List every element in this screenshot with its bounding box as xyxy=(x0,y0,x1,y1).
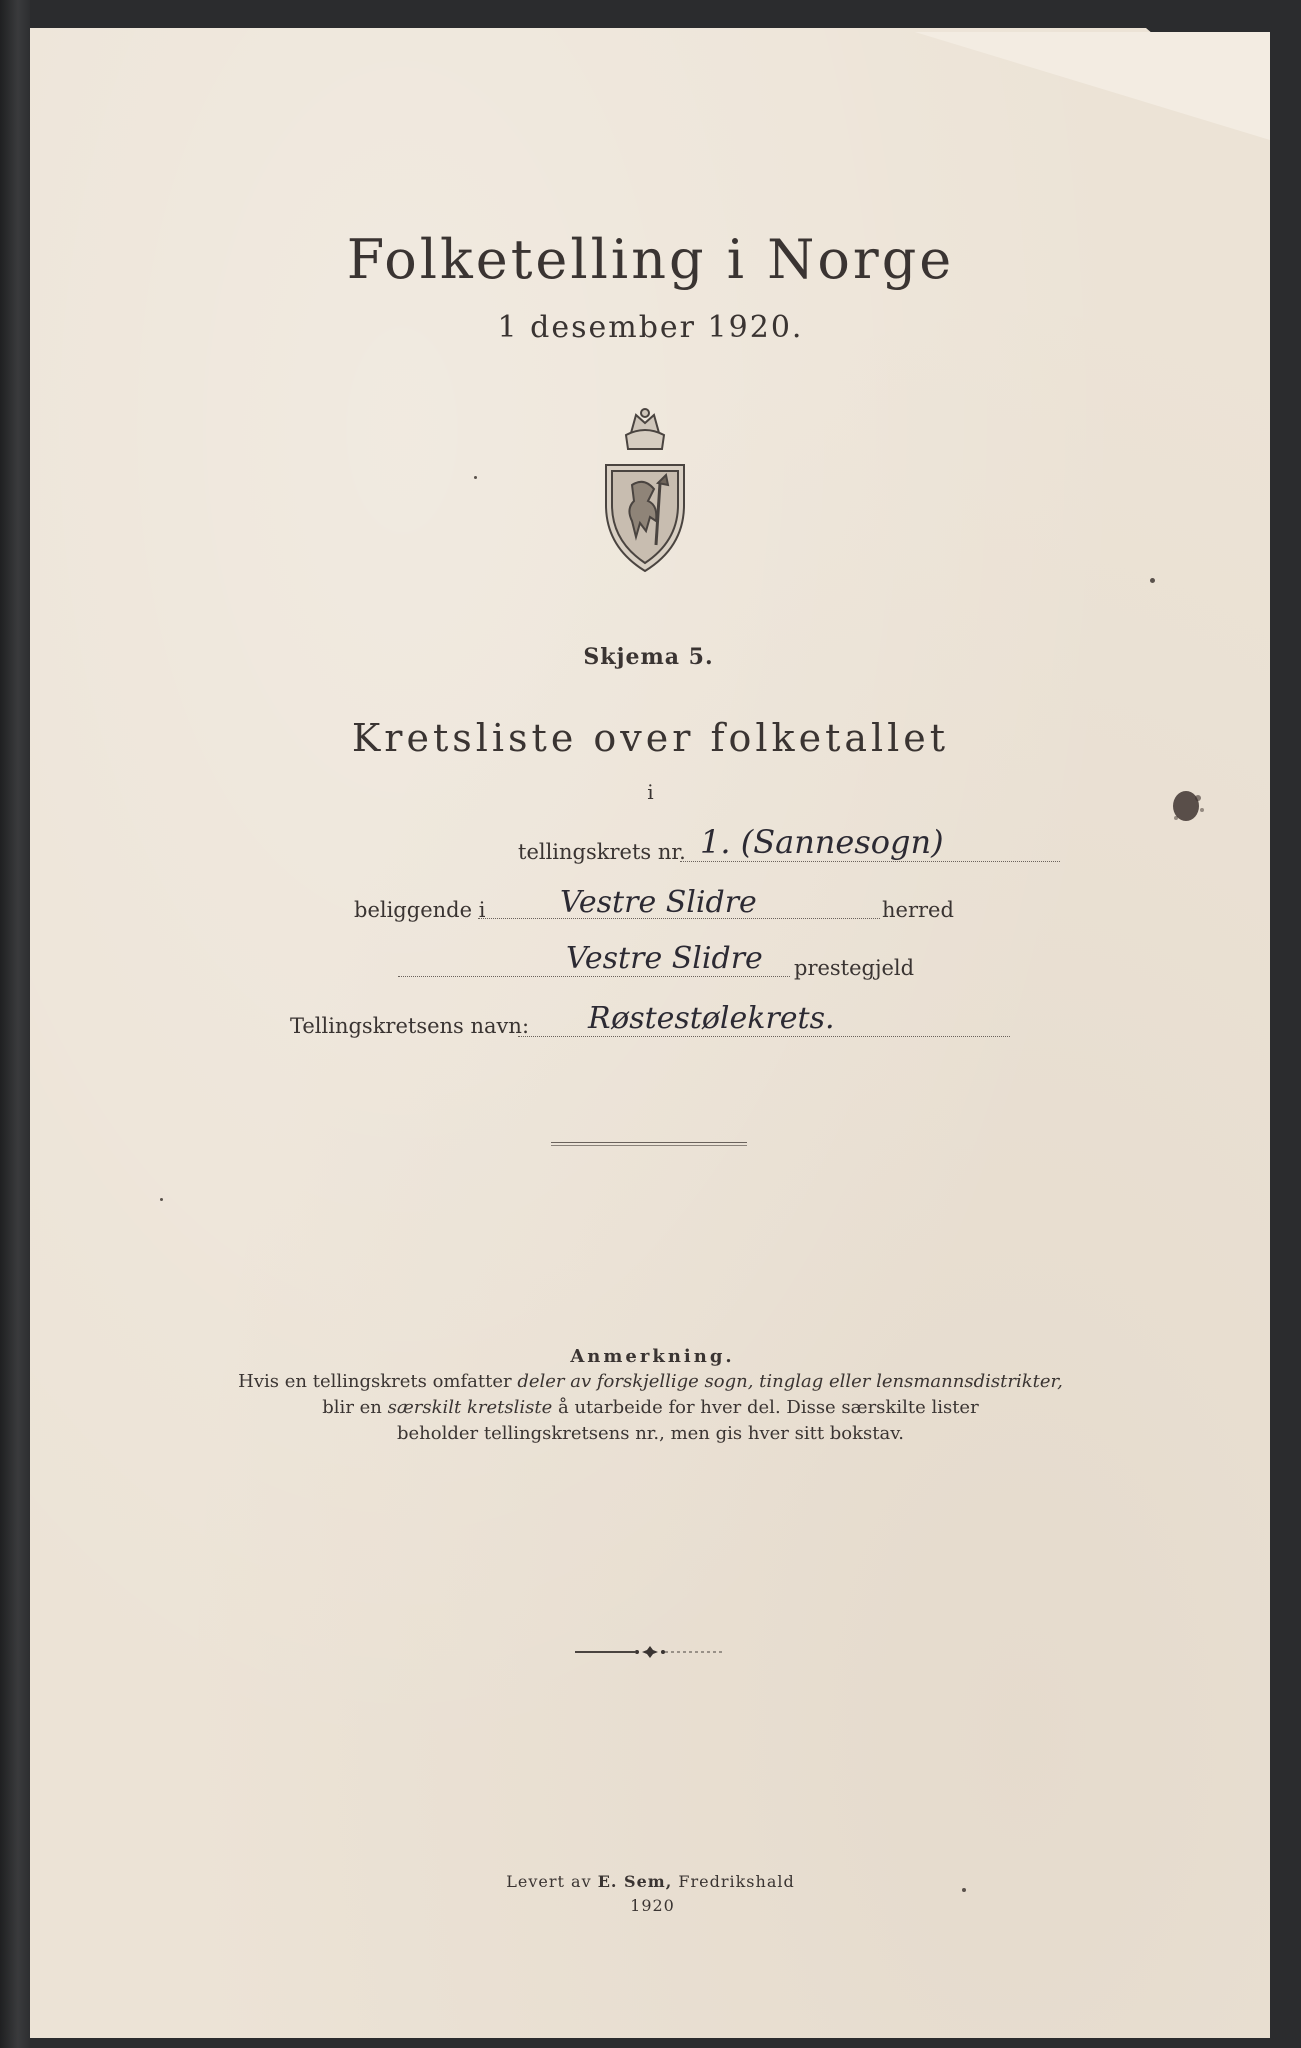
schema-number: Skjema 5. xyxy=(583,644,714,670)
tellingskrets-value: 1. (Sannesogn) xyxy=(700,823,944,861)
prestegjeld-label: prestegjeld xyxy=(794,956,915,980)
document-title: Folketelling i Norge xyxy=(346,228,955,291)
tellingskrets-label: tellingskrets nr. xyxy=(518,840,686,864)
ink-blot-icon xyxy=(1168,784,1210,830)
note-line-2-text: blir en xyxy=(322,1397,388,1418)
herred-label: herred xyxy=(882,898,954,922)
paper-speck xyxy=(962,1888,966,1892)
printer-place: Fredrikshald xyxy=(672,1872,795,1891)
binding-edge xyxy=(0,0,30,2048)
note-line-3: beholder tellingskretsens nr., men gis hver sitt bokstav. xyxy=(396,1423,904,1444)
navn-value: Røstestølekrets. xyxy=(588,1001,835,1036)
printer-prefix: Levert av xyxy=(506,1872,598,1891)
beliggende-label: beliggende i xyxy=(354,898,486,922)
paper-speck xyxy=(1150,578,1155,583)
preposition-i: i xyxy=(647,780,654,804)
paper-speck xyxy=(474,476,477,479)
ornament-divider-icon xyxy=(575,1644,725,1660)
paper-speck xyxy=(160,1198,163,1201)
note-line-1 xyxy=(0,1370,1301,1394)
note-line-1-italic: deler av forskjellige sogn, tinglag eller lensmannsdistrikter, xyxy=(517,1371,1063,1392)
note-line-1-text: Hvis en tellingskrets omfatter xyxy=(238,1371,518,1392)
section-divider xyxy=(551,1142,747,1146)
navn-label: Tellingskretsens navn: xyxy=(290,1014,530,1038)
note-line-2 xyxy=(0,1396,1301,1420)
printer-name: E. Sem, xyxy=(597,1872,673,1891)
coat-of-arms-icon xyxy=(596,405,694,575)
document-date: 1 desember 1920. xyxy=(497,310,804,345)
note-title: Anmerkning. xyxy=(570,1346,735,1367)
printer-year: 1920 xyxy=(630,1896,675,1915)
note-line-2-italic: særskilt kretsliste xyxy=(387,1397,553,1418)
tellingskrets-line xyxy=(680,861,1060,862)
printer-line xyxy=(0,1872,1301,1891)
prestegjeld-value: Vestre Slidre xyxy=(566,941,763,976)
prestegjeld-line xyxy=(398,976,790,977)
form-heading: Kretsliste over folketallet xyxy=(351,716,950,760)
note-line-2-suffix: å utarbeide for hver del. Disse særskilte lister xyxy=(552,1397,979,1418)
navn-line xyxy=(518,1036,1010,1037)
beliggende-value: Vestre Slidre xyxy=(560,885,757,920)
